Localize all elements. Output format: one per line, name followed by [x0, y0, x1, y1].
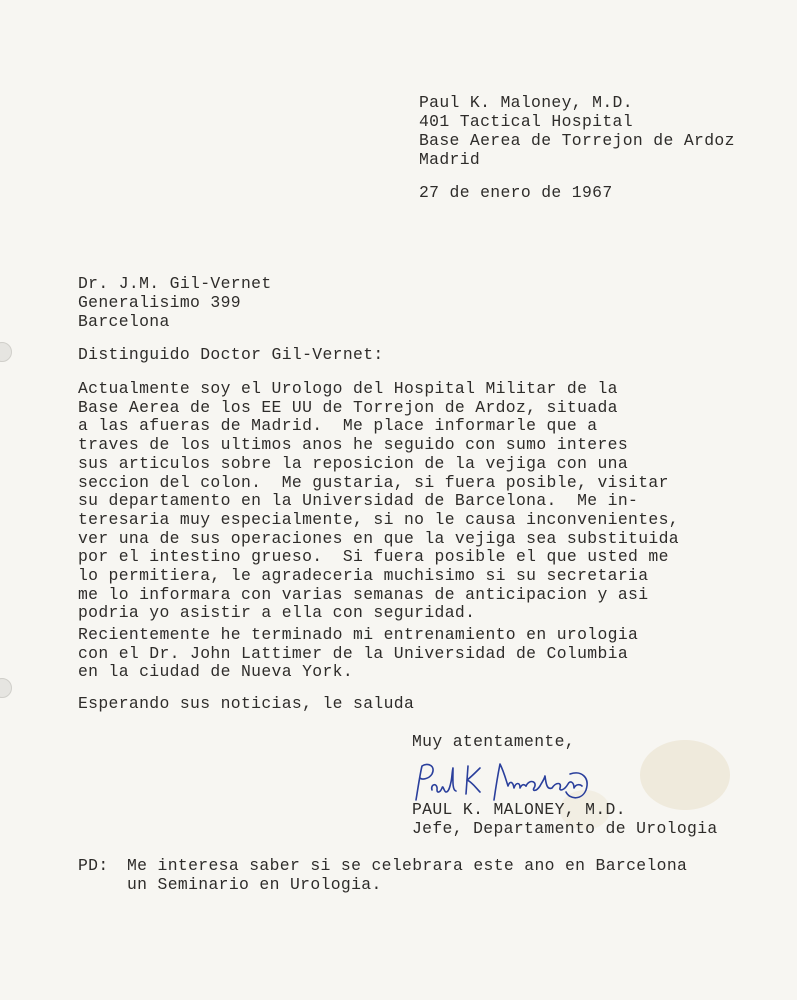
recipient-street: Generalisimo 399 [78, 293, 241, 312]
paragraph-line: Base Aerea de los EE UU de Torrejon de Ardoz, situada [78, 397, 618, 417]
paragraph-line: por el intestino grueso. Si fuera posible el que usted me [78, 547, 669, 567]
paragraph-line: con el Dr. John Lattimer de la Universidad de Columbia [78, 643, 629, 663]
paper-stain [640, 740, 730, 810]
paragraph-line: Actualmente soy el Urologo del Hospital Militar de la [78, 379, 618, 398]
letter-date: 27 de enero de 1967 [419, 183, 613, 202]
paragraph-line: podria yo asistir a ella con seguridad. [78, 603, 476, 623]
paragraph-line: en la ciudad de Nueva York. [78, 662, 354, 682]
valediction: Muy atentamente, [412, 732, 575, 751]
sender-city: Madrid [419, 150, 481, 169]
signature-name: PAUL K. MALONEY, M.D. [412, 800, 626, 819]
paragraph-line: ver una de sus operaciones en que la vejiga sea substituida [78, 528, 679, 548]
closing-line: Esperando sus noticias, le saluda [78, 694, 415, 713]
postscript-line: un Seminario en Urologia. [127, 874, 382, 894]
sender-name: Paul K. Maloney, M.D. [419, 93, 633, 112]
signature-title: Jefe, Departamento de Urologia [412, 819, 718, 838]
recipient-city: Barcelona [78, 312, 170, 331]
paragraph-line: teresaria muy especialmente, si no le causa inconvenientes, [78, 509, 679, 529]
paragraph-line: me lo informara con varias semanas de anticipacion y asi [78, 584, 649, 604]
paragraph-line: sus articulos sobre la reposicion de la vejiga con una [78, 453, 629, 473]
sender-base: Base Aerea de Torrejon de Ardoz [419, 131, 735, 150]
paragraph-line: Recientemente he terminado mi entrenamiento en urologia [78, 625, 639, 644]
recipient-name: Dr. J.M. Gil-Vernet [78, 274, 272, 293]
paragraph-line: a las afueras de Madrid. Me place informarle que a [78, 416, 598, 436]
postscript-label: PD: [78, 856, 109, 875]
postscript-line: Me interesa saber si se celebrara este ano en Barcelona [127, 856, 688, 875]
punch-hole-top [0, 342, 12, 362]
paragraph-line: su departamento en la Universidad de Barcelona. Me in- [78, 491, 639, 511]
paragraph-line: traves de los ultimos anos he seguido con sumo interes [78, 435, 629, 455]
salutation: Distinguido Doctor Gil-Vernet: [78, 345, 384, 364]
paragraph-line: lo permitiera, le agradeceria muchisimo si su secretaria [78, 566, 649, 585]
paragraph-line: seccion del colon. Me gustaria, si fuera posible, visitar [78, 472, 669, 492]
sender-unit: 401 Tactical Hospital [419, 112, 633, 131]
punch-hole-bottom [0, 678, 12, 698]
